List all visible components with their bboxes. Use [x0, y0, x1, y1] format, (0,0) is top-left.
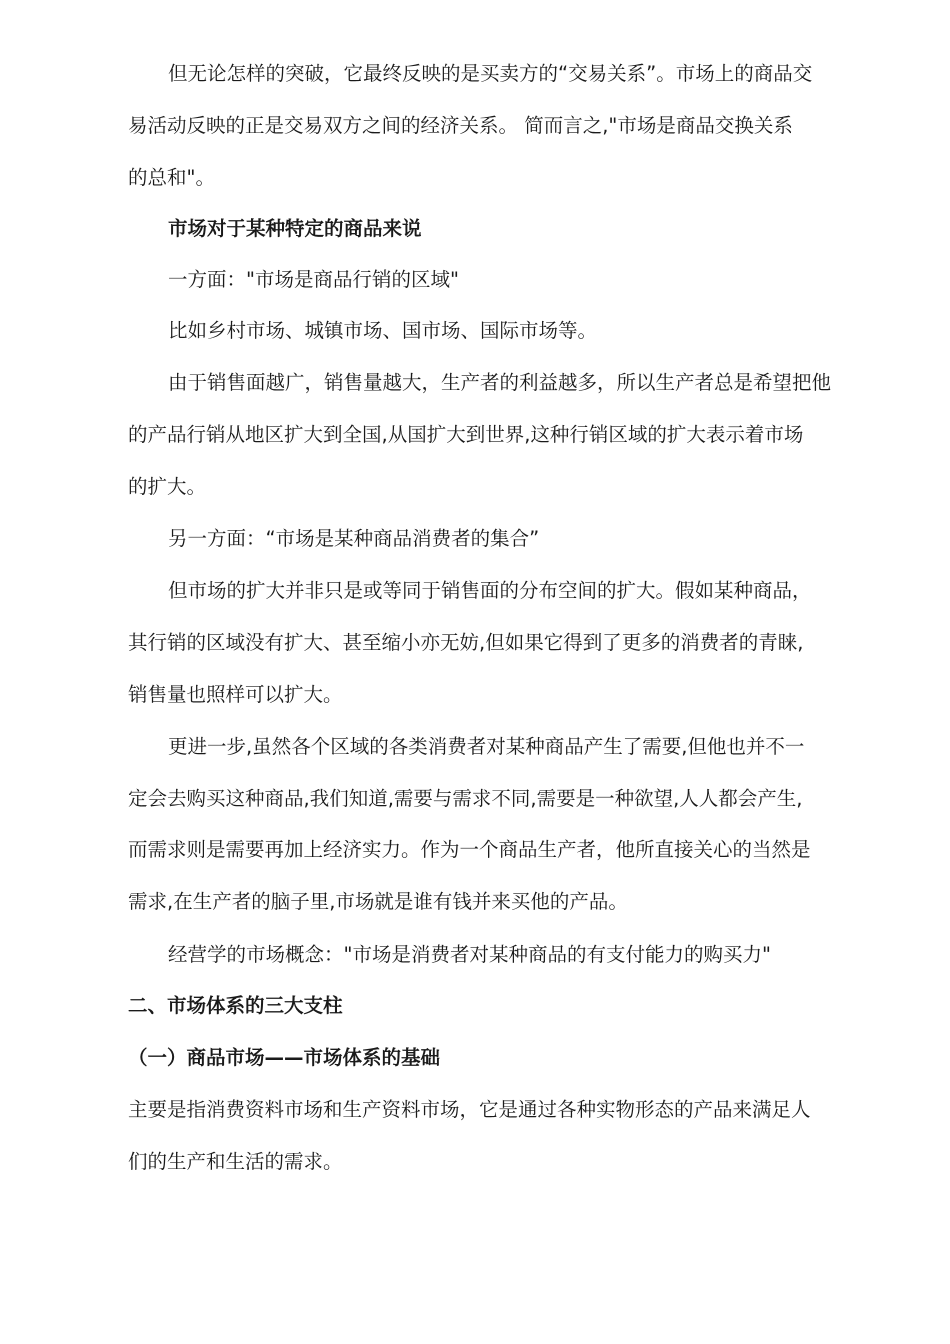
- paragraph-line: 们的生产和生活的需求。: [128, 1150, 343, 1173]
- paragraph-line: 一方面："市场是商品行销的区域": [168, 268, 459, 291]
- paragraph-line: 而需求则是需要再加上经济实力。作为一个商品生产者，他所直接关心的当然是: [128, 838, 811, 861]
- paragraph-line: 更进一步,虽然各个区域的各类消费者对某种商品产生了需要,但他也并不一: [168, 735, 805, 758]
- section-heading: 二、市场体系的三大支柱: [128, 994, 343, 1017]
- paragraph-line: 的总和"。: [128, 166, 215, 189]
- paragraph-line: 需求,在生产者的脑子里,市场就是谁有钱并来买他的产品。: [128, 890, 628, 913]
- paragraph-line: 比如乡村市场、城镇市场、国市场、国际市场等。: [168, 319, 598, 342]
- subsection-heading: （一）商品市场——市场体系的基础: [128, 1046, 441, 1069]
- paragraph-line: 但市场的扩大并非只是或等同于销售面的分布空间的扩大。假如某种商品，: [168, 579, 812, 602]
- paragraph-line: 其行销的区域没有扩大、甚至缩小亦无妨,但如果它得到了更多的消费者的青睐,: [128, 631, 804, 654]
- paragraph-line: 由于销售面越广，销售量越大，生产者的利益越多，所以生产者总是希望把他: [168, 371, 832, 394]
- paragraph-line: 但无论怎样的突破，它最终反映的是买卖方的“交易关系”。市场上的商品交: [168, 62, 813, 85]
- paragraph-line: 主要是指消费资料市场和生产资料市场，它是通过各种实物形态的产品来满足人: [128, 1098, 811, 1121]
- paragraph-line: 的扩大。: [128, 475, 207, 498]
- paragraph-line: 经营学的市场概念："市场是消费者对某种商品的有支付能力的购买力": [168, 943, 771, 966]
- paragraph-line: 易活动反映的正是交易双方之间的经济关系。 简而言之,"市场是商品交换关系: [128, 114, 793, 137]
- paragraph-line: 定会去购买这种商品,我们知道,需要与需求不同,需要是一种欲望,人人都会产生,: [128, 787, 803, 810]
- paragraph-line: 另一方面：“市场是某种商品消费者的集合”: [168, 527, 540, 550]
- subheading: 市场对于某种特定的商品来说: [168, 217, 422, 240]
- paragraph-line: 销售量也照样可以扩大。: [128, 683, 343, 706]
- paragraph-line: 的产品行销从地区扩大到全国,从国扩大到世界,这种行销区域的扩大表示着市场: [128, 423, 804, 446]
